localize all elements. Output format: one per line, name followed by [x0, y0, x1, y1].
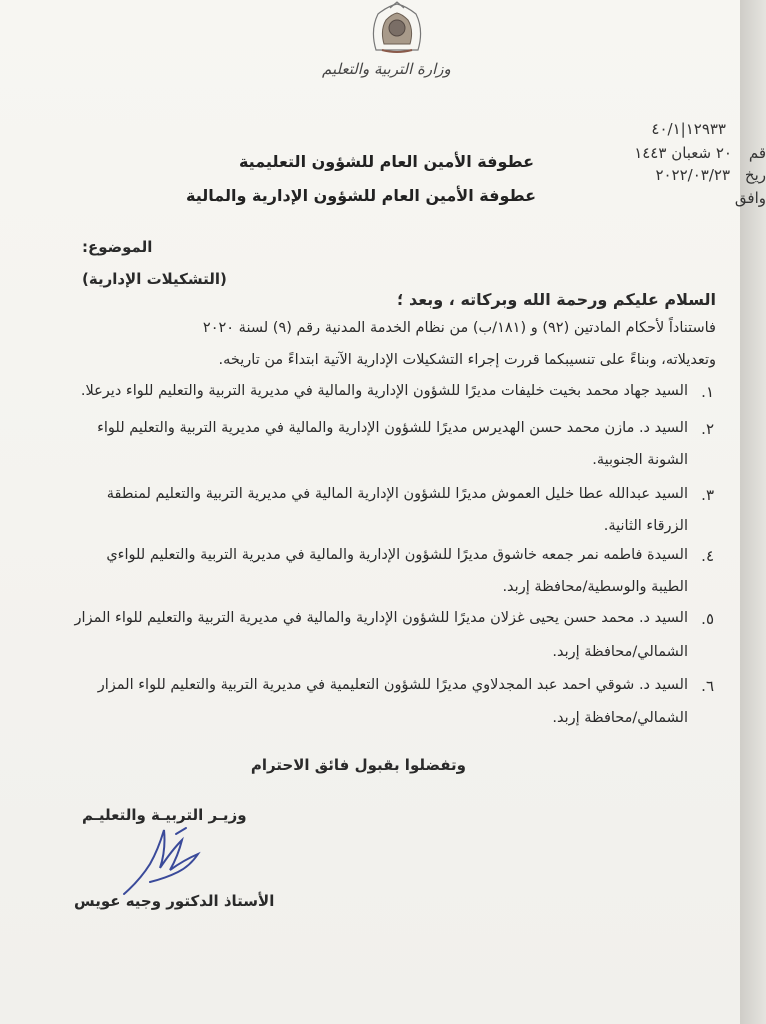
- handwritten-signature-icon: [120, 820, 210, 900]
- item-4-number: ٤.: [701, 547, 714, 565]
- item-1-line-1: السيد جهاد محمد بخيت خليفات مديرًا للشؤون الإدارية والمالية في مديرية التربية والتعليم للواء ديرعلا.: [80, 383, 688, 399]
- signatory-title: وزيـر التربيـة والتعليـم: [82, 806, 247, 824]
- item-3-number: ٣.: [701, 486, 714, 504]
- reference-number-label-row: [749, 144, 766, 162]
- subject-label: الموضوع:: [82, 238, 153, 256]
- closing: وتفضلوا بقبول فائق الاحترام: [250, 756, 466, 774]
- corresponding-label: وافق: [734, 189, 766, 207]
- signatory-name: الأستاذ الدكتور وجيه عويس: [74, 892, 275, 910]
- item-3-line-1: السيد عبدالله عطا خليل العموش مديرًا للشؤون الإدارية المالية في مديرية التربية والتعليم لمنطقة: [106, 486, 688, 502]
- gregorian-date: ٢٠٢٢/٠٣/٢٣: [655, 166, 730, 184]
- item-4-line-2: الطيبة والوسطية/محافظة إربد.: [502, 579, 688, 595]
- reference-number-row: [651, 120, 726, 138]
- recipient-1: عطوفة الأمين العام للشؤون التعليمية: [238, 152, 534, 171]
- item-2-number: ٢.: [701, 420, 714, 438]
- item-1-number: ١.: [701, 383, 714, 401]
- item-5-line-2: الشمالي/محافظة إربد.: [552, 644, 688, 660]
- intro-line-2: وتعديلاته، وبناءً على تنسيبكما قررت إجراء التشكيلات الإدارية الآتية ابتداءً من تاريخه.: [218, 352, 716, 368]
- item-3-line-2: الزرقاء الثانية.: [603, 518, 688, 534]
- greeting: السلام عليكم ورحمة الله وبركاته ، وبعد ؛: [397, 290, 716, 309]
- intro-line-1: فاستناداً لأحكام المادتين (٩٢) و (١٨١/ب) من نظام الخدمة المدنية رقم (٩) لسنة ٢٠٢٠: [202, 320, 716, 336]
- item-5-line-1: السيد د. محمد حسن يحيى غزلان مديرًا للشؤون الإدارية والمالية في مديرية التربية والتعليم للواء المزار: [74, 610, 688, 626]
- item-2-line-1: السيد د. مازن محمد حسن الهديرس مديرًا للشؤون الإدارية والمالية في مديرية التربية والتعليم للواء: [97, 420, 688, 436]
- ministry-name-signature: وزارة التربية والتعليم: [322, 60, 451, 78]
- royal-crest-icon: [368, 0, 426, 54]
- item-2-line-2: الشونة الجنوبية.: [592, 452, 688, 468]
- subject-value: (التشكيلات الإدارية): [82, 270, 227, 288]
- reference-number-value: ١٢٩٣٣|٤٠/١: [651, 120, 726, 138]
- item-4-line-1: السيدة فاطمه نمر جمعه خاشوق مديرًا للشؤون الإدارية والمالية في مديرية التربية والتعليم للواءي: [106, 547, 688, 563]
- recipient-2: عطوفة الأمين العام للشؤون الإدارية والمالية: [186, 186, 536, 205]
- item-6-line-2: الشمالي/محافظة إربد.: [552, 710, 688, 726]
- reference-number-label: قم: [748, 144, 766, 162]
- item-6-line-1: السيد د. شوقي احمد عبد المجدلاوي مديرًا للشؤون التعليمية في مديرية التربية والتعليم للواء المزار: [97, 677, 688, 693]
- item-5-number: ٥.: [701, 610, 714, 628]
- hijri-date: ٢٠ شعبان ١٤٤٣: [634, 144, 732, 162]
- date-label: ريخ: [744, 166, 766, 184]
- item-6-number: ٦.: [701, 677, 714, 695]
